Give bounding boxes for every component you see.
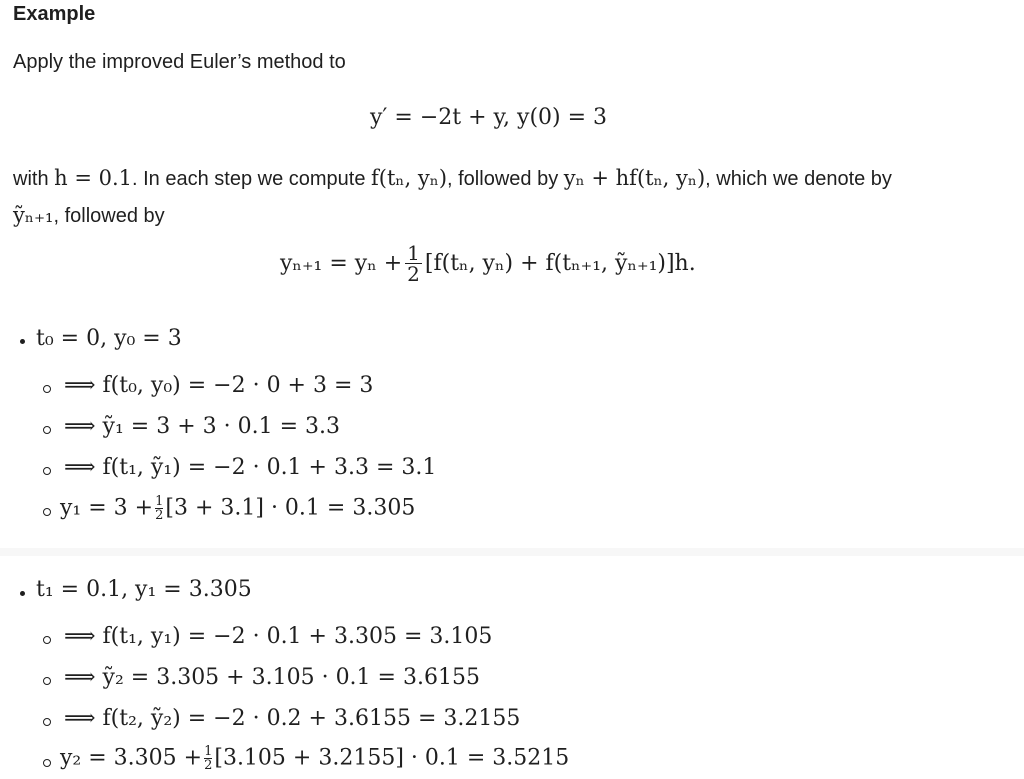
- step-result: [60, 745, 569, 772]
- bullet-ring-icon: [43, 677, 51, 685]
- para-text-5: , followed by: [53, 205, 165, 227]
- step-result: [60, 495, 415, 522]
- bullet-ring-icon: [43, 467, 51, 475]
- para-text-2: . In each step we compute: [132, 168, 372, 190]
- bullet-dot-icon: [20, 591, 25, 596]
- bullet-ring-icon: [43, 636, 51, 644]
- result-lhs: y₂ = 3.305 +: [60, 745, 203, 771]
- step-line: ⟹ f(t₁, y₁) = −2 · 0.1 + 3.305 = 3.105: [64, 624, 493, 649]
- section-divider: [0, 548, 1024, 556]
- half-fraction: [155, 495, 163, 522]
- half-den: 2: [155, 508, 164, 523]
- update-equation: [280, 243, 696, 284]
- one-half-fraction: [405, 243, 422, 284]
- step-line: ⟹ ỹ₂ = 3.305 + 3.105 · 0.1 = 3.6155: [64, 665, 480, 690]
- fraction-denominator: 2: [407, 262, 420, 286]
- bullet-ring-icon: [43, 759, 51, 767]
- step-line: ⟹ ỹ₁ = 3 + 3 · 0.1 = 3.3: [64, 414, 340, 439]
- half-fraction: [204, 745, 212, 772]
- update-rhs: [f(tₙ, yₙ) + f(tₙ₊₁, ỹₙ₊₁)]h.: [424, 251, 696, 276]
- bullet-ring-icon: [43, 385, 51, 393]
- step-line: ⟹ f(t₁, ỹ₁) = −2 · 0.1 + 3.3 = 3.1: [64, 455, 437, 480]
- slope-term: f(tₙ, yₙ): [371, 166, 448, 190]
- step-header: t₀ = 0, y₀ = 3: [36, 326, 182, 351]
- bullet-ring-icon: [43, 508, 51, 516]
- result-rhs: [3 + 3.1] · 0.1 = 3.305: [165, 495, 416, 521]
- half-den: 2: [204, 758, 213, 773]
- bullet-ring-icon: [43, 426, 51, 434]
- fraction-numerator: 1: [407, 241, 420, 265]
- bullet-dot-icon: [20, 339, 25, 344]
- bullet-ring-icon: [43, 718, 51, 726]
- predictor-term: ỹₙ₊₁: [13, 203, 54, 227]
- ode-equation: y′ = −2t + y, y(0) = 3: [370, 105, 608, 130]
- step-line: ⟹ f(t₀, y₀) = −2 · 0 + 3 = 3: [64, 373, 374, 398]
- intro-text: Apply the improved Euler’s method to: [13, 51, 346, 73]
- update-lhs: yₙ₊₁ = yₙ +: [280, 251, 403, 276]
- step-line: ⟹ f(t₂, ỹ₂) = −2 · 0.2 + 3.6155 = 3.2155: [64, 706, 521, 731]
- para-text-4: , which we denote by: [705, 168, 892, 190]
- half-num: 1: [155, 494, 164, 509]
- euler-term: yₙ + hf(tₙ, yₙ): [563, 166, 706, 190]
- para-text-1: with: [13, 168, 55, 190]
- heading: Example: [13, 3, 96, 25]
- step-size: h = 0.1: [54, 166, 132, 190]
- result-rhs: [3.105 + 3.2155] · 0.1 = 3.5215: [214, 745, 570, 771]
- result-lhs: y₁ = 3 +: [60, 495, 154, 521]
- method-description: [13, 160, 1013, 234]
- para-text-3: , followed by: [447, 168, 564, 190]
- half-num: 1: [204, 744, 213, 759]
- step-header: t₁ = 0.1, y₁ = 3.305: [36, 577, 252, 602]
